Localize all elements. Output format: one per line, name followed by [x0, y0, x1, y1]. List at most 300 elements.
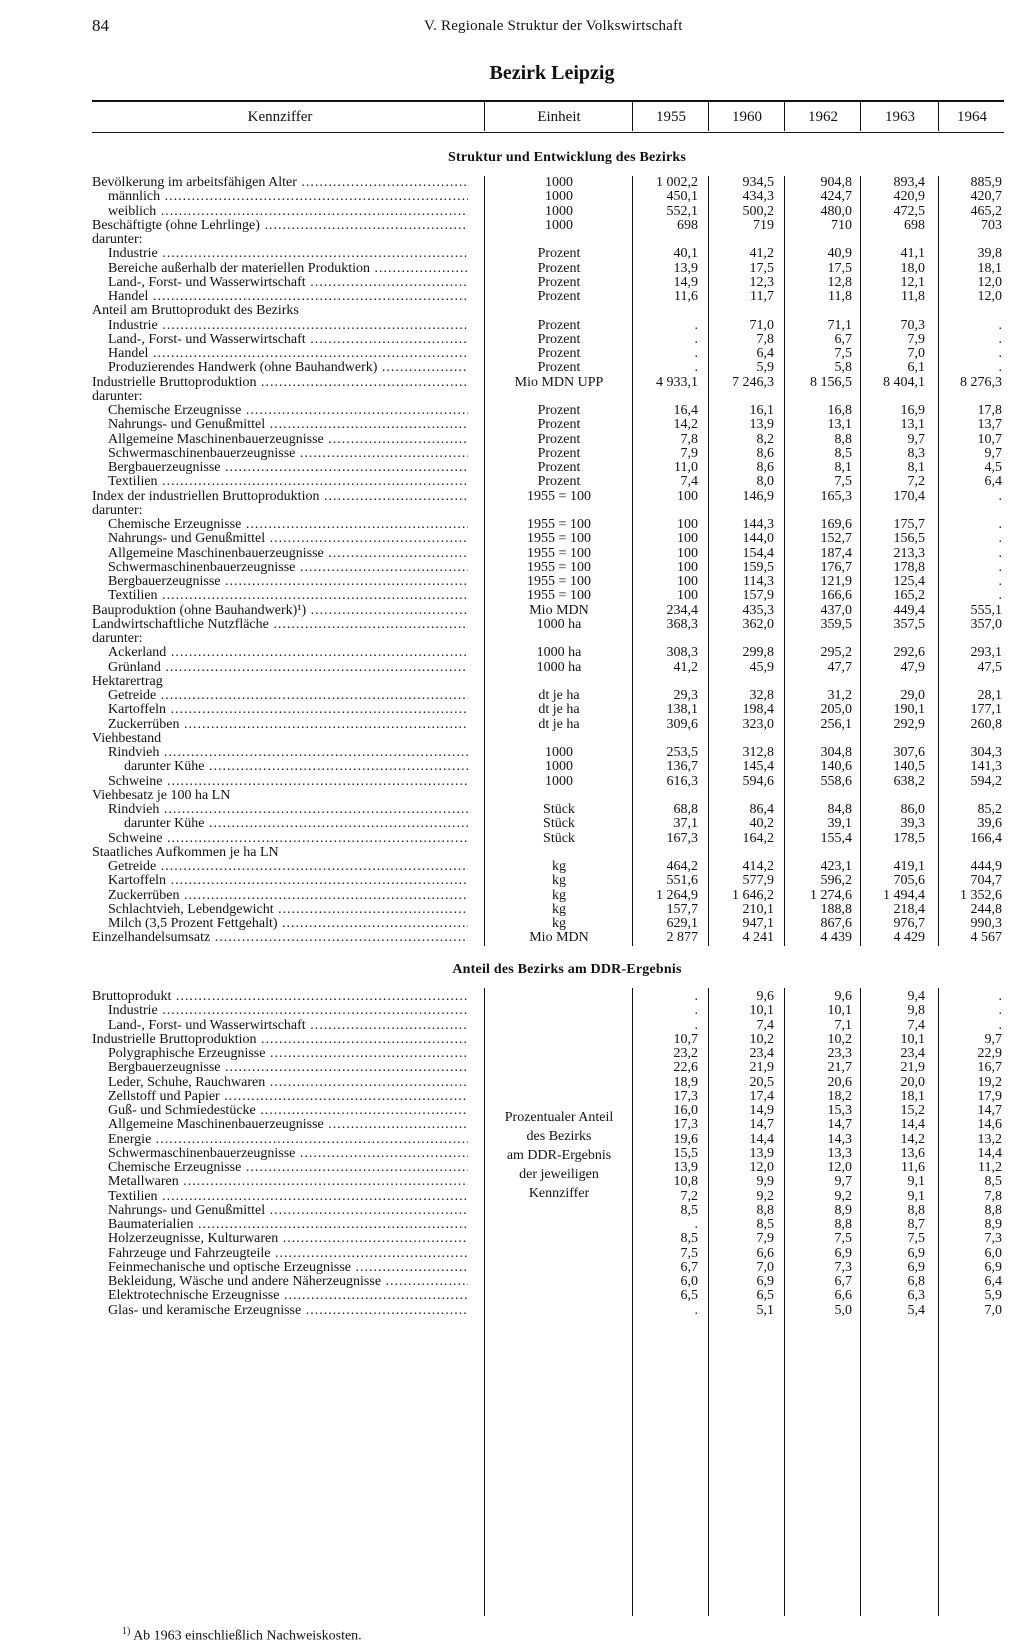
- cell-1960: 14,9: [749, 1103, 774, 1118]
- cell-1963: 7,9: [907, 331, 925, 347]
- cell-1955: 16,4: [673, 403, 698, 418]
- cell-1964: 13,7: [977, 417, 1002, 433]
- cell-1964: 85,2: [977, 802, 1002, 817]
- cell-1963: 140,5: [893, 759, 925, 775]
- table-row: [0, 1232, 1024, 1246]
- cell-1955: 100: [677, 488, 698, 504]
- cell-1963: 14,4: [900, 1117, 925, 1133]
- cell-1960: 8,5: [756, 1217, 774, 1232]
- cell-1962: 21,7: [827, 1060, 852, 1076]
- cell-1963: 23,4: [900, 1046, 925, 1061]
- cell-1955: 19,6: [673, 1131, 698, 1147]
- column-rule: [708, 176, 709, 946]
- row-label: Chemische Erzeugnisse .....: [92, 518, 468, 532]
- table-row: [0, 1033, 1024, 1047]
- cell-1962: 14,7: [827, 1117, 852, 1133]
- cell-1964: 244,8: [970, 901, 1002, 917]
- row-label: Rindvieh .....: [92, 803, 468, 817]
- cell-1955: 100: [677, 531, 698, 547]
- row-label: Land-, Forst- und Wasserwirtschaft .....: [92, 276, 468, 290]
- cell-1963: 86,0: [900, 802, 925, 817]
- cell-1962: 140,6: [820, 759, 852, 775]
- cell-1960: 157,9: [742, 588, 774, 604]
- cell-1964: 8,5: [984, 1174, 1002, 1190]
- cell-1962: 165,3: [820, 488, 852, 504]
- cell-1955: .: [694, 1003, 698, 1019]
- cell-1955: .: [694, 989, 698, 1004]
- cell-1962: 7,1: [834, 1017, 852, 1033]
- cell-1964: 4,5: [984, 460, 1002, 475]
- cell-1955: 6,5: [680, 1288, 698, 1304]
- header-year-1962: 1962: [808, 109, 838, 125]
- cell-1960: 414,2: [742, 859, 774, 874]
- cell-1955: 450,1: [666, 189, 698, 205]
- row-label: Textilien .....: [92, 1190, 468, 1204]
- cell-1963: 6,3: [907, 1288, 925, 1304]
- row-unit: dt je ha: [538, 688, 580, 703]
- row-label: Baumaterialien .....: [92, 1218, 468, 1232]
- table-row: [0, 561, 1024, 575]
- row-label: Zuckerrüben .....: [92, 718, 468, 732]
- cell-1962: 6,7: [834, 1274, 852, 1289]
- unit-note-line: am DDR-Ergebnis: [506, 1148, 612, 1163]
- table-row: [0, 404, 1024, 418]
- cell-1963: 292,9: [893, 716, 925, 732]
- table-row: [0, 1304, 1024, 1318]
- cell-1964: 9,7: [984, 445, 1002, 461]
- row-label: Industrie .....: [92, 1004, 468, 1018]
- cell-1962: 39,1: [827, 816, 852, 832]
- cell-1964: 10,7: [977, 431, 1002, 447]
- cell-1964: .: [998, 545, 1002, 561]
- cell-1955: .: [694, 331, 698, 347]
- cell-1960: 13,9: [749, 417, 774, 433]
- column-rule: [938, 176, 939, 946]
- header-year-1960: 1960: [732, 109, 762, 125]
- cell-1962: 867,6: [820, 916, 852, 931]
- cell-1962: 359,5: [820, 616, 852, 632]
- table-row: [0, 219, 1024, 233]
- cell-1960: 9,9: [756, 1174, 774, 1190]
- cell-1963: 357,5: [893, 616, 925, 632]
- row-label: Leder, Schuhe, Rauchwaren .....: [92, 1076, 468, 1090]
- cell-1960: 7,4: [756, 1017, 774, 1033]
- row-unit: Mio MDN UPP: [514, 374, 604, 390]
- table-row: [0, 347, 1024, 361]
- row-label: Schwermaschinenbauerzeugnisse .....: [92, 1147, 468, 1161]
- cell-1964: 9,7: [984, 1031, 1002, 1047]
- cell-1962: 6,9: [834, 1245, 852, 1261]
- cell-1962: 480,0: [820, 203, 852, 219]
- cell-1955: 7,9: [680, 445, 698, 461]
- row-unit: Mio MDN: [529, 930, 589, 946]
- table-row: [0, 760, 1024, 774]
- cell-1960: 17,4: [749, 1088, 774, 1104]
- cell-1964: 8,8: [984, 1202, 1002, 1218]
- cell-1962: 20,6: [827, 1074, 852, 1090]
- table-row: [0, 689, 1024, 703]
- table-row: [0, 1061, 1024, 1075]
- row-unit: Prozent: [537, 417, 581, 433]
- cell-1962: 205,0: [820, 702, 852, 718]
- column-rule: [484, 176, 485, 946]
- cell-1964: 465,2: [970, 203, 1002, 219]
- row-unit: kg: [552, 887, 566, 903]
- cell-1960: 20,5: [749, 1074, 774, 1090]
- cell-1964: 141,3: [970, 759, 1002, 775]
- cell-1963: 419,1: [893, 859, 925, 874]
- cell-1963: 9,1: [907, 1174, 925, 1190]
- cell-1962: 166,6: [820, 588, 852, 604]
- cell-1955: 13,9: [673, 260, 698, 276]
- cell-1963: 41,1: [900, 246, 925, 262]
- cell-1955: 11,0: [674, 460, 698, 475]
- cell-1960: 934,5: [742, 175, 774, 190]
- cell-1963: 705,6: [893, 873, 925, 889]
- cell-1963: 7,2: [907, 474, 925, 490]
- cell-1963: 6,8: [907, 1274, 925, 1289]
- cell-1963: 307,6: [893, 745, 925, 760]
- cell-1960: 9,2: [756, 1188, 774, 1204]
- row-label: Bergbauerzeugnisse .....: [92, 1061, 468, 1075]
- cell-1962: 9,2: [834, 1188, 852, 1204]
- cell-1964: .: [998, 1003, 1002, 1019]
- cell-1964: 885,9: [970, 175, 1002, 190]
- table-row: [0, 817, 1024, 831]
- cell-1963: 420,9: [893, 189, 925, 205]
- cell-1960: 86,4: [749, 802, 774, 817]
- cell-1962: 7,3: [834, 1259, 852, 1275]
- cell-1963: 6,1: [907, 360, 925, 376]
- cell-1960: 164,2: [742, 830, 774, 846]
- table-row: [0, 1289, 1024, 1303]
- cell-1955: 7,5: [680, 1245, 698, 1261]
- row-label: Getreide .....: [92, 689, 468, 703]
- row-unit: 1955 = 100: [527, 588, 591, 604]
- cell-1962: 155,4: [820, 830, 852, 846]
- row-label: Industrie .....: [92, 247, 468, 261]
- row-label: Fahrzeuge und Fahrzeugteile .....: [92, 1247, 468, 1261]
- cell-1955: .: [694, 346, 698, 361]
- cell-1962: 437,0: [820, 602, 852, 618]
- cell-1962: 16,8: [827, 403, 852, 418]
- row-unit: 1000 ha: [536, 645, 582, 661]
- row-label: Land-, Forst- und Wasserwirtschaft .....: [92, 1019, 468, 1033]
- footnote-text: Ab 1963 einschließlich Nachweiskosten.: [130, 1628, 362, 1644]
- cell-1960: 5,9: [756, 360, 774, 376]
- cell-1964: 260,8: [970, 716, 1002, 732]
- cell-1962: 176,7: [820, 559, 852, 575]
- cell-1960: 577,9: [742, 873, 774, 889]
- cell-1964: 555,1: [970, 602, 1002, 618]
- row-unit: dt je ha: [538, 702, 580, 718]
- cell-1962: 9,7: [834, 1174, 852, 1190]
- cell-1964: 14,4: [977, 1145, 1002, 1161]
- row-unit: Prozent: [537, 346, 581, 361]
- row-unit: 1000: [545, 175, 573, 190]
- row-label: Index der industriellen Bruttoproduktion .....: [92, 490, 468, 504]
- cell-1964: 6,0: [984, 1245, 1002, 1261]
- cell-1964: .: [998, 559, 1002, 575]
- row-unit: 1955 = 100: [527, 574, 591, 589]
- cell-1955: 23,2: [673, 1046, 698, 1061]
- cell-1960: 13,9: [749, 1145, 774, 1161]
- row-label: Schlachtvieh, Lebendgewicht .....: [92, 903, 468, 917]
- cell-1960: 7,0: [756, 1259, 774, 1275]
- cell-1955: 6,0: [680, 1274, 698, 1289]
- cell-1960: 14,4: [749, 1131, 774, 1147]
- row-unit: 1000: [545, 217, 573, 233]
- table-row: [0, 732, 1024, 746]
- row-unit: Prozent: [537, 317, 581, 333]
- cell-1963: 175,7: [893, 517, 925, 532]
- cell-1955: 157,7: [666, 901, 698, 917]
- row-label: Nahrungs- und Genußmittel .....: [92, 532, 468, 546]
- cell-1962: 295,2: [820, 645, 852, 661]
- cell-1963: 165,2: [893, 588, 925, 604]
- cell-1964: 13,2: [977, 1131, 1002, 1147]
- row-label: Chemische Erzeugnisse .....: [92, 404, 468, 418]
- cell-1963: 9,4: [907, 989, 925, 1004]
- row-unit: Prozent: [537, 460, 581, 475]
- cell-1963: 14,2: [900, 1131, 925, 1147]
- cell-1960: 5,1: [756, 1302, 774, 1318]
- cell-1964: 18,1: [977, 260, 1002, 276]
- cell-1955: 16,0: [673, 1103, 698, 1118]
- cell-1963: 7,5: [907, 1231, 925, 1247]
- table-row: [0, 247, 1024, 261]
- cell-1955: 7,4: [680, 474, 698, 490]
- cell-1964: 12,0: [977, 289, 1002, 304]
- cell-1963: 9,7: [907, 431, 925, 447]
- cell-1955: 698: [677, 217, 698, 233]
- table-row: [0, 1261, 1024, 1275]
- row-unit: 1955 = 100: [527, 559, 591, 575]
- cell-1964: 444,9: [970, 859, 1002, 874]
- cell-1960: 8,0: [756, 474, 774, 490]
- cell-1960: 435,3: [742, 602, 774, 618]
- header-column-rule: [860, 101, 861, 131]
- cell-1960: 8,8: [756, 1202, 774, 1218]
- cell-1960: 299,8: [742, 645, 774, 661]
- cell-1963: 12,1: [900, 274, 925, 290]
- cell-1963: 8,3: [907, 445, 925, 461]
- cell-1955: 629,1: [666, 916, 698, 931]
- cell-1964: 16,7: [977, 1060, 1002, 1076]
- table-header: [92, 100, 1004, 133]
- row-label: darunter Kühe .....: [92, 760, 468, 774]
- table-body-structure: [0, 176, 1024, 946]
- row-unit: kg: [552, 901, 566, 917]
- row-unit: 1000 ha: [536, 659, 582, 675]
- table-row: [0, 889, 1024, 903]
- cell-1964: 28,1: [977, 688, 1002, 703]
- cell-1964: .: [998, 588, 1002, 604]
- cell-1963: 1 494,4: [883, 887, 925, 903]
- cell-1960: 41,2: [749, 246, 774, 262]
- row-unit: 1955 = 100: [527, 531, 591, 547]
- cell-1955: 100: [677, 574, 698, 589]
- cell-1962: 256,1: [820, 716, 852, 732]
- cell-1955: 308,3: [666, 645, 698, 661]
- row-unit: Prozent: [537, 431, 581, 447]
- row-label: Guß- und Schmiedestücke .....: [92, 1104, 468, 1118]
- table-row: [0, 504, 1024, 518]
- header-year-1963: 1963: [885, 109, 915, 125]
- cell-1955: 10,8: [673, 1174, 698, 1190]
- cell-1955: 136,7: [666, 759, 698, 775]
- cell-1955: 100: [677, 559, 698, 575]
- cell-1960: 40,2: [749, 816, 774, 832]
- cell-1963: 10,1: [900, 1031, 925, 1047]
- table-row: [0, 304, 1024, 318]
- row-label: Industrielle Bruttoproduktion .....: [92, 376, 468, 390]
- row-unit: Prozent: [537, 445, 581, 461]
- cell-1962: 7,5: [834, 474, 852, 490]
- cell-1962: 13,1: [827, 417, 852, 433]
- cell-1964: .: [998, 517, 1002, 532]
- cell-1962: 424,7: [820, 189, 852, 205]
- table-row: [0, 518, 1024, 532]
- cell-1955: 552,1: [666, 203, 698, 219]
- table-row: [0, 190, 1024, 204]
- row-label: Polygraphische Erzeugnisse .....: [92, 1047, 468, 1061]
- table-row: [0, 547, 1024, 561]
- header-year-1964: 1964: [957, 109, 987, 125]
- cell-1962: 17,5: [827, 260, 852, 276]
- row-unit: Prozent: [537, 403, 581, 418]
- row-label: Land-, Forst- und Wasserwirtschaft .....: [92, 333, 468, 347]
- row-unit: Prozent: [537, 474, 581, 490]
- cell-1955: 22,6: [673, 1060, 698, 1076]
- row-label: Anteil am Bruttoprodukt des Bezirks: [92, 304, 299, 319]
- cell-1964: 17,8: [977, 403, 1002, 418]
- table-row: [0, 846, 1024, 860]
- table-row: [0, 775, 1024, 789]
- table-row: [0, 233, 1024, 247]
- cell-1963: 18,1: [900, 1088, 925, 1104]
- cell-1960: 8,2: [756, 431, 774, 447]
- cell-1964: 22,9: [977, 1046, 1002, 1061]
- cell-1962: 31,2: [827, 688, 852, 703]
- cell-1962: 11,8: [828, 289, 852, 304]
- cell-1960: 146,9: [742, 488, 774, 504]
- cell-1963: 698: [904, 217, 925, 233]
- row-unit: 1955 = 100: [527, 488, 591, 504]
- table-row: [0, 917, 1024, 931]
- cell-1960: 7,8: [756, 331, 774, 347]
- cell-1955: 14,2: [673, 417, 698, 433]
- row-label: Einzelhandelsumsatz .....: [92, 931, 468, 945]
- cell-1964: 703: [981, 217, 1002, 233]
- cell-1963: 6,9: [907, 1259, 925, 1275]
- row-unit: 1000: [545, 773, 573, 789]
- row-unit: kg: [552, 873, 566, 889]
- cell-1962: 904,8: [820, 175, 852, 190]
- table-row: [0, 333, 1024, 347]
- table-row: [0, 604, 1024, 618]
- table-row: [0, 532, 1024, 546]
- cell-1962: 169,6: [820, 517, 852, 532]
- unit-note-line: des Bezirks: [526, 1129, 592, 1144]
- row-unit: Stück: [543, 830, 575, 846]
- cell-1960: 21,9: [749, 1060, 774, 1076]
- cell-1964: 47,5: [977, 659, 1002, 675]
- row-unit: Prozent: [537, 360, 581, 376]
- cell-1960: 71,0: [749, 317, 774, 333]
- cell-1962: 8,8: [834, 1217, 852, 1232]
- cell-1955: .: [694, 317, 698, 333]
- column-rule: [860, 176, 861, 946]
- row-label: darunter:: [92, 389, 143, 404]
- row-label: Handel .....: [92, 290, 468, 304]
- cell-1963: 472,5: [893, 203, 925, 219]
- table-row: [0, 390, 1024, 404]
- cell-1955: 29,3: [673, 688, 698, 703]
- cell-1964: 6,4: [984, 474, 1002, 490]
- row-label: Staatliches Aufkommen je ha LN: [92, 845, 279, 860]
- row-label: Bevölkerung im arbeitsfähigen Alter .....: [92, 176, 468, 190]
- row-label: Elektrotechnische Erzeugnisse .....: [92, 1289, 468, 1303]
- cell-1960: 198,4: [742, 702, 774, 718]
- cell-1962: 12,8: [827, 274, 852, 290]
- cell-1955: 4 933,1: [656, 374, 698, 390]
- cell-1960: 1 646,2: [732, 887, 774, 903]
- table-row: [0, 803, 1024, 817]
- cell-1964: 8 276,3: [960, 374, 1002, 390]
- cell-1955: 41,2: [673, 659, 698, 675]
- cell-1964: 11,2: [978, 1160, 1002, 1175]
- cell-1955: 616,3: [666, 773, 698, 789]
- cell-1964: 7,8: [984, 1188, 1002, 1204]
- row-label: Chemische Erzeugnisse .....: [92, 1161, 468, 1175]
- cell-1964: 177,1: [970, 702, 1002, 718]
- column-rule: [860, 988, 861, 1616]
- table-row: [0, 1019, 1024, 1033]
- cell-1964: 6,4: [984, 1274, 1002, 1289]
- cell-1963: 156,5: [893, 531, 925, 547]
- row-label: darunter:: [92, 233, 143, 247]
- cell-1955: 100: [677, 517, 698, 532]
- row-label: Bergbauerzeugnisse .....: [92, 461, 468, 475]
- cell-1964: .: [998, 331, 1002, 347]
- unit-note: [486, 1108, 632, 1203]
- cell-1964: 5,9: [984, 1288, 1002, 1304]
- cell-1962: 10,2: [827, 1031, 852, 1047]
- row-label: männlich .....: [92, 190, 468, 204]
- row-label: Rindvieh .....: [92, 746, 468, 760]
- row-label: Allgemeine Maschinenbauerzeugnisse .....: [92, 433, 468, 447]
- table-row: [0, 1204, 1024, 1218]
- row-label: Textilien .....: [92, 475, 468, 489]
- table-row: [0, 646, 1024, 660]
- cell-1960: 145,4: [742, 759, 774, 775]
- cell-1964: .: [998, 488, 1002, 504]
- row-label: Glas- und keramische Erzeugnisse .....: [92, 1304, 468, 1318]
- cell-1962: 8,9: [834, 1202, 852, 1218]
- cell-1963: 8,7: [907, 1217, 925, 1232]
- cell-1963: 70,3: [900, 317, 925, 333]
- table-row: [0, 290, 1024, 304]
- cell-1962: 304,8: [820, 745, 852, 760]
- cell-1960: 6,5: [756, 1288, 774, 1304]
- row-unit: 1000: [545, 189, 573, 205]
- cell-1962: 40,9: [827, 246, 852, 262]
- row-label: Zuckerrüben .....: [92, 889, 468, 903]
- cell-1964: 166,4: [970, 830, 1002, 846]
- cell-1960: 9,6: [756, 989, 774, 1004]
- row-label: Viehbestand: [92, 731, 162, 746]
